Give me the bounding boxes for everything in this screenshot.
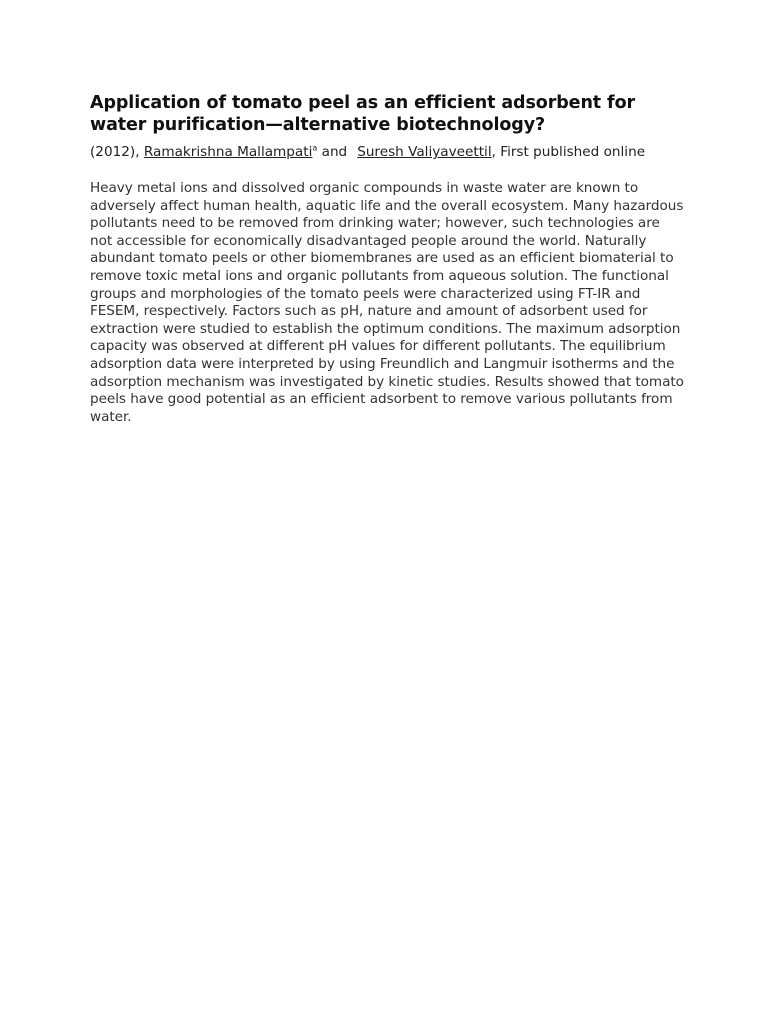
article-meta <box>90 143 690 161</box>
article-abstract: Heavy metal ions and dissolved organic compounds in waste water are known to adversely affect human health, aquatic life and the overall ecosystem. Many hazardous pollutants need to be removed from drinking water; however, such technologies are not accessible for economically disadvantaged people around the world. Naturally abundant tomato peels or other biomembranes are used as an efficient biomaterial to remove toxic metal ions and organic pollutants from aqueous solution. The functional groups and morphologies of the tomato peels were characterized using FT-IR and FESEM, respectively. Factors such as pH, nature and amount of adsorbent used for extraction were studied to establish the optimum conditions. The maximum adsorption capacity was observed at different pH values for different pollutants. The equilibrium adsorption data were interpreted by using Freundlich and Langmuir isotherms and the adsorption mechanism was investigated by kinetic studies. Results showed that tomato peels have good potential as an efficient adsorbent to remove various pollutants from water. <box>90 180 684 425</box>
publication-year: (2012), <box>90 144 140 160</box>
published-note: , First published online <box>491 144 646 160</box>
author-affiliation-mark: a <box>312 143 318 153</box>
author-link-mallampati[interactable]: Ramakrishna Mallampati <box>143 144 313 160</box>
author-conjunction: and <box>321 144 348 160</box>
article-title: Application of tomato peel as an efficient adsorbent for water purification—alternative biotechnology? <box>90 93 636 135</box>
article-container <box>90 92 690 440</box>
author-link-valiyaveettil[interactable]: Suresh Valiyaveettil <box>357 144 492 160</box>
